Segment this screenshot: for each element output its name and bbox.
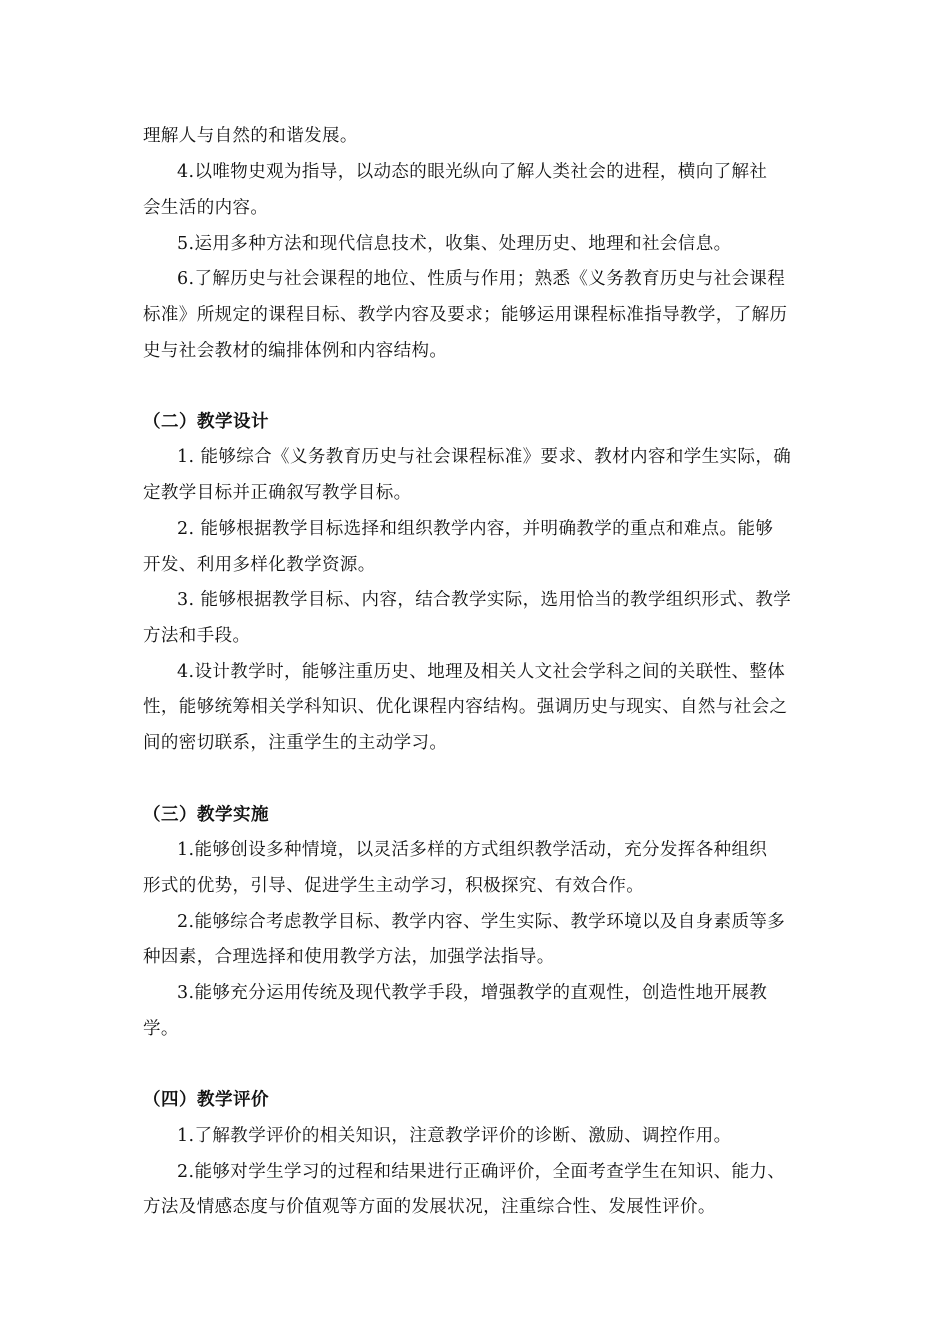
- section-heading: （二）教学设计: [143, 412, 269, 432]
- paragraph-line: 3.能够充分运用传统及现代教学手段，增强教学的直观性，创造性地开展教: [177, 983, 768, 1003]
- paragraph-line: 性，能够统筹相关学科知识、优化课程内容结构。强调历史与现实、自然与社会之: [143, 697, 788, 717]
- paragraph-line: 间的密切联系，注重学生的主动学习。: [143, 733, 448, 753]
- paragraph-line: 2.能够对学生学习的过程和结果进行正确评价，全面考查学生在知识、能力、: [177, 1162, 786, 1182]
- paragraph-line: 4.设计教学时，能够注重历史、地理及相关人文社会学科之间的关联性、整体: [177, 662, 786, 682]
- paragraph-line: 方法及情感态度与价值观等方面的发展状况，注重综合性、发展性评价。: [143, 1197, 716, 1217]
- section-heading: （三）教学实施: [143, 805, 269, 825]
- paragraph-line: 2.能够综合考虑教学目标、教学内容、学生实际、教学环境以及自身素质等多: [177, 912, 786, 932]
- paragraph-line: 1.了解教学评价的相关知识，注意教学评价的诊断、激励、调控作用。: [177, 1126, 732, 1146]
- paragraph-line: 方法和手段。: [143, 626, 251, 646]
- paragraph-line: 会生活的内容。: [143, 198, 269, 218]
- paragraph-line: 1. 能够综合《义务教育历史与社会课程标准》要求、教材内容和学生实际，确: [177, 447, 792, 467]
- paragraph-line: 5.运用多种方法和现代信息技术，收集、处理历史、地理和社会信息。: [177, 234, 732, 254]
- paragraph-line: 形式的优势，引导、促进学生主动学习，积极探究、有效合作。: [143, 876, 645, 896]
- paragraph-line: 4.以唯物史观为指导，以动态的眼光纵向了解人类社会的进程，横向了解社: [177, 162, 768, 182]
- section-heading: （四）教学评价: [143, 1090, 269, 1110]
- paragraph-line: 理解人与自然的和谐发展。: [143, 126, 358, 146]
- paragraph-line: 定教学目标并正确叙写教学目标。: [143, 483, 412, 503]
- paragraph-line: 1.能够创设多种情境，以灵活多样的方式组织教学活动，充分发挥各种组织: [177, 840, 768, 860]
- paragraph-line: 开发、利用多样化教学资源。: [143, 555, 376, 575]
- paragraph-line: 6.了解历史与社会课程的地位、性质与作用；熟悉《义务教育历史与社会课程: [177, 269, 786, 289]
- paragraph-line: 2. 能够根据教学目标选择和组织教学内容，并明确教学的重点和难点。能够: [177, 519, 774, 539]
- paragraph-line: 史与社会教材的编排体例和内容结构。: [143, 341, 448, 361]
- paragraph-line: 种因素，合理选择和使用教学方法，加强学法指导。: [143, 947, 555, 967]
- paragraph-line: 学。: [143, 1019, 179, 1039]
- paragraph-line: 3. 能够根据教学目标、内容，结合教学实际，选用恰当的教学组织形式、教学: [177, 590, 792, 610]
- paragraph-line: 标准》所规定的课程目标、教学内容及要求；能够运用课程标准指导教学，了解历: [143, 305, 788, 325]
